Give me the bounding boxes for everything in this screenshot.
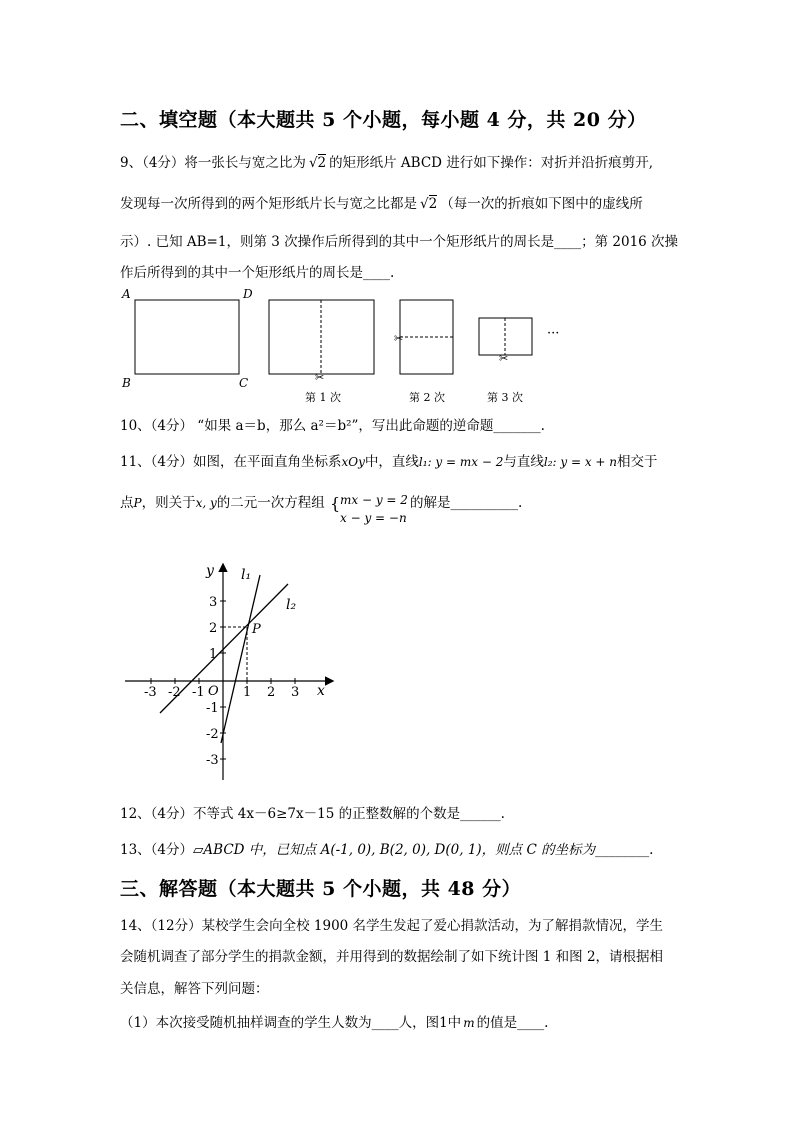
q9-line-3: 示）. 已知 AB=1，则第 3 次操作后所得到的其中一个矩形纸片的周长是____；第 2016 次操: [120, 234, 679, 250]
q9-text-1b: 的矩形纸片 ABCD 进行如下操作：对折并沿折痕剪开,: [329, 155, 654, 171]
scissor-icon: ✂: [394, 332, 404, 345]
q14-sub-1: [120, 1011, 548, 1031]
p-point-label: P: [252, 622, 261, 637]
q11-line-1: [120, 450, 658, 470]
scissor-icon: ✂: [315, 371, 325, 384]
x-tick-label: -2: [168, 685, 181, 700]
q11-l1-equation: l₁: y = mx − 2: [418, 455, 504, 469]
l1-label: l₁: [241, 567, 252, 583]
section-2-heading: 二、填空题（本大题共 5 个小题，每小题 4 分，共 20 分）: [120, 109, 647, 131]
x-tick-label: -3: [144, 685, 157, 700]
x-tick-label: 3: [291, 685, 300, 700]
q9-text-2b: （每一次的折痕如下图中的虚线所: [440, 196, 643, 212]
q11-text-6: ，则关于: [141, 495, 196, 511]
q11-text-2: 中，直线: [364, 454, 419, 470]
q11-text-3: 与直线: [503, 454, 544, 470]
q11-text-1: 11、（4分）如图，在平面直角坐标系: [120, 454, 342, 470]
y-tick-label: -2: [206, 727, 219, 742]
label-a: A: [122, 287, 131, 301]
q11-text-5: 点: [120, 495, 134, 511]
system-brace: {: [330, 494, 341, 513]
caption-step-2: 第 2 次: [409, 391, 445, 404]
label-d: D: [243, 287, 253, 301]
x-tick-label: 2: [267, 685, 276, 700]
q11-coordinate-graph: [120, 555, 345, 785]
q11-point-p: P: [133, 496, 142, 510]
line-l1: [221, 575, 260, 743]
q11-text-4: 相交于: [617, 454, 658, 470]
x-axis-label: x: [317, 683, 325, 699]
q13-line: [120, 838, 653, 858]
q10-text: 10、（4分） “如果 a＝b，那么 a²＝b²”，写出此命题的逆命题_______.: [120, 418, 545, 434]
q9-line-2: [120, 192, 643, 212]
sqrt2-symbol-2: √2: [420, 196, 438, 212]
caption-step-3: 第 3 次: [487, 391, 523, 404]
y-tick-label: -1: [206, 701, 219, 716]
y-axis-label: y: [206, 563, 214, 579]
label-c: C: [239, 376, 249, 390]
q11-xoy: xOy: [341, 455, 365, 469]
system-eq-1: mx − y = 2: [340, 493, 408, 507]
q11-l2-equation: l₂: y = x + n: [543, 455, 618, 469]
label-b: B: [122, 376, 131, 390]
q11-line-2: [120, 491, 325, 511]
y-tick-label: -3: [206, 753, 219, 768]
y-tick-label: 1: [209, 647, 218, 662]
scissor-icon: ✂: [499, 352, 509, 365]
q9-line-1: [120, 151, 653, 171]
q11-xy: x, y: [195, 496, 217, 510]
q14-sub1-text-a: （1）本次接受随机抽样调查的学生人数为____人，图1中: [120, 1015, 462, 1031]
q9-text-1a: 9、（4分）将一张长与宽之比为: [120, 155, 306, 171]
section-3-heading: 三、解答题（本大题共 5 个小题，共 48 分）: [120, 878, 522, 900]
sqrt2-symbol: √2: [308, 155, 327, 171]
q11-answer-blank: 的解是__________.: [410, 495, 523, 511]
q12-text: 12、（4分）不等式 4x－6≥7x－15 的正整数解的个数是______.: [120, 806, 505, 822]
system-eq-2: x − y = −n: [340, 511, 407, 525]
q13-text-2: ▱ABCD 中，已知点 A(-1, 0), B(2, 0), D(0, 1)，则点 C 的坐标为________.: [193, 842, 654, 858]
q11-text-7: 的二元一次方程组: [216, 495, 325, 511]
y-tick-label: 3: [209, 595, 218, 610]
rect-abcd: [135, 300, 239, 374]
y-tick-label: 2: [209, 621, 218, 636]
ellipsis: ···: [547, 326, 560, 341]
q14-m: m: [463, 1016, 475, 1030]
q13-text-1: 13、（4分）: [120, 842, 194, 858]
q14-line-2: 会随机调查了部分学生的捐款金额，并用得到的数据绘制了如下统计图 1 和图 2，请根据相: [120, 949, 664, 965]
caption-step-1: 第 1 次: [305, 391, 341, 404]
q9-folding-figure: [115, 285, 575, 410]
q14-line-3: 关信息，解答下列问题：: [120, 981, 269, 997]
q14-sub1-text-b: 的值是____.: [476, 1015, 549, 1031]
q14-line-1: 14、（12分）某校学生会向全校 1900 名学生发起了爱心捐款活动，为了解捐款情况，学生: [120, 918, 664, 934]
q9-line-4: 作后所得到的其中一个矩形纸片的周长是____.: [120, 265, 395, 281]
q9-text-2a: 发现每一次所得到的两个矩形纸片长与宽之比都是: [120, 196, 417, 212]
x-tick-label: -1: [192, 685, 205, 700]
origin-label: O: [208, 684, 219, 699]
l2-label: l₂: [286, 597, 297, 613]
x-tick-label: 1: [243, 685, 252, 700]
